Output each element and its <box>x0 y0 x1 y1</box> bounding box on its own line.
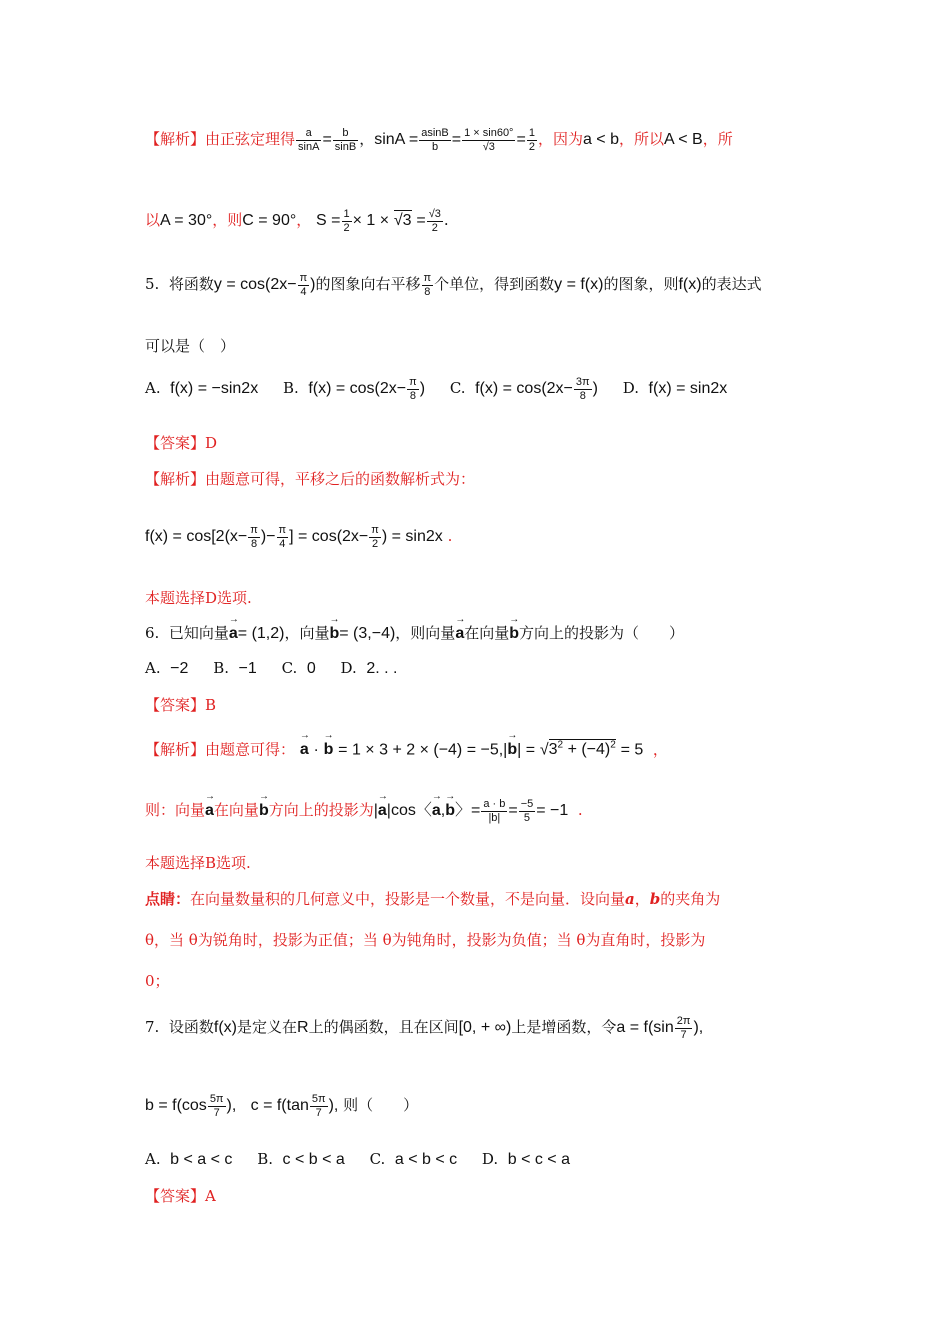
question-7-stem: 7. 设函数f(x)是定义在R上的偶函数，且在区间[0, + ∞)上是增函数，令a = f(sin $\frac{2\pi}{7}$ ), <box>145 1015 704 1041</box>
text: 的图象，则 <box>603 275 679 294</box>
math: = <box>451 131 462 149</box>
answer-value: D <box>205 434 218 452</box>
analysis-tag: 【解析】 <box>145 470 206 488</box>
remark-line-1: 点睛：在向量数量积的几何意义中，投影是一个数量，不是向量．设向量a，b的夹角为 <box>145 890 721 908</box>
option-b[interactable]: B. −1 <box>213 659 257 677</box>
math: = <box>416 212 426 230</box>
remark-tag: 点睛： <box>145 890 191 908</box>
math: A = 30° <box>160 212 213 230</box>
math: y = cos(2x− <box>213 276 297 294</box>
question-6-projection: 则：向量→ a在向量→ b方向上的投影为|→ a|cos〈→ a,→ b〉= $\frac{a \cdot b}{|b|}$ = $\frac{-5}{5}$ = −1 . <box>145 798 583 824</box>
text: ，所 <box>702 130 733 149</box>
math: ) <box>310 276 316 294</box>
text: 将函数 <box>168 275 214 294</box>
text: ，所以 <box>618 130 664 149</box>
text: ， <box>296 211 312 230</box>
math: C = 90° <box>242 212 297 230</box>
fraction: $\frac{\pi}{8}$ <box>423 272 432 298</box>
option-d[interactable]: D. 2. . . <box>340 659 398 677</box>
analysis-tag: 【解析】 <box>145 130 206 149</box>
answer-tag: 【答案】 <box>145 1187 206 1205</box>
question-number: 7. <box>145 1018 160 1037</box>
math: √3 <box>393 212 412 230</box>
text: 由正弦定理得 <box>205 130 296 149</box>
math: a < b <box>582 131 619 149</box>
fraction: $\frac{1}{2}$ <box>343 208 350 234</box>
option-c[interactable]: C. 0 <box>281 659 316 677</box>
fraction: $\frac{√3}{2}$ <box>428 208 441 234</box>
answer-value: A <box>205 1187 216 1205</box>
fraction: $\frac{1 \times \sin 60^\circ}{√3}$ <box>464 127 514 153</box>
question-6-stem: 6. 已知向量→ a= (1,2)，向量→ b= (3,−4)，则向量→ a在向量→ b方向上的投影为（ ） <box>145 624 684 643</box>
question-6-analysis: 【解析】由题意可得： → a · → $b = 1 \times 3 + 2 \times (-4) = -5,|\to b| = √3^2 + (-4)^2 = 5$ ， <box>145 740 668 760</box>
math: = <box>322 131 332 149</box>
option-c[interactable]: C. a < b < c <box>369 1150 458 1168</box>
text: 的图象向右平移 <box>315 275 421 294</box>
option-b[interactable]: B. c < b < a <box>257 1150 345 1168</box>
text: 以 <box>145 211 161 230</box>
question-5-formula: f(x) = cos[2(x− $\frac{\pi}{8}$ )− $\frac{\pi}{4}$ ] = cos(2x− $\frac{\pi}{2}$ ) = sin2x . <box>145 524 453 550</box>
math: A < B <box>664 131 703 149</box>
answer-value: B <box>205 696 217 714</box>
question-number: 6. <box>145 624 160 642</box>
question-7-answer <box>145 1187 216 1205</box>
question-7-stem-2: b = f(cos $\frac{5\pi}{7}$ ), c = f(tan $\frac{5\pi}{7}$ ), 则（ ） <box>145 1093 419 1119</box>
text: . <box>443 211 449 230</box>
option-a[interactable]: A. f(x) = −sin2x <box>145 379 259 398</box>
option-a[interactable]: A. −2 <box>145 659 189 677</box>
question-5-analysis <box>145 470 475 488</box>
math: = <box>516 131 526 149</box>
question-number: 5. <box>145 275 160 294</box>
question-5-stem-2: 可以是（ ） <box>145 337 236 355</box>
option-c[interactable]: C. f(x) = cos(2x− $\frac{3\pi}{8}$ ) <box>449 376 598 402</box>
fraction: $\frac{b}{\sin B}$ <box>334 127 357 153</box>
answer-tag: 【答案】 <box>145 434 206 452</box>
math: y = f(x) <box>554 276 604 294</box>
remark-line-2: θ，当 θ为锐角时，投影为正值；当 θ为钝角时，投影为负值；当 θ为直角时，投影为 <box>145 931 706 949</box>
analysis-line-2 <box>145 208 449 234</box>
question-5-conclusion: 本题选择D选项. <box>145 589 252 607</box>
fraction: $\frac{a}{\sin A}$ <box>298 127 320 153</box>
text: 的表达式 <box>701 275 762 294</box>
analysis-line-1 <box>145 127 733 153</box>
text: ，则 <box>212 211 243 230</box>
math: S = <box>316 212 341 230</box>
option-d[interactable]: D. b < c < a <box>481 1150 570 1168</box>
question-5-answer <box>145 434 217 452</box>
answer-tag: 【答案】 <box>145 696 206 714</box>
question-7-options <box>145 1150 590 1169</box>
question-5-options <box>145 376 747 402</box>
question-6-answer <box>145 696 216 714</box>
math: f(x) <box>678 276 702 294</box>
math: × 1 × <box>352 212 390 230</box>
fraction: $\frac{\pi}{4}$ <box>299 272 308 298</box>
option-d[interactable]: D. f(x) = sin2x <box>622 379 728 398</box>
question-6-options <box>145 659 417 678</box>
math: sinA = <box>374 131 419 149</box>
fraction: $\frac{asinB}{b}$ <box>421 127 449 153</box>
text: 个单位，得到函数 <box>434 275 555 294</box>
remark-line-3: 0； <box>145 972 170 990</box>
text: ， <box>359 130 375 149</box>
question-5-stem <box>145 272 762 298</box>
text: 由题意可得，平移之后的函数解析式为： <box>205 470 476 488</box>
option-b[interactable]: B. f(x) = cos(2x− $\frac{\pi}{8}$ ) <box>282 376 426 402</box>
fraction: $\frac{1}{2}$ <box>528 127 535 153</box>
analysis-tag: 【解析】 <box>145 740 206 759</box>
option-a[interactable]: A. b < a < c <box>145 1150 233 1168</box>
question-6-conclusion: 本题选择B选项. <box>145 854 251 872</box>
text: ，因为 <box>537 130 583 149</box>
